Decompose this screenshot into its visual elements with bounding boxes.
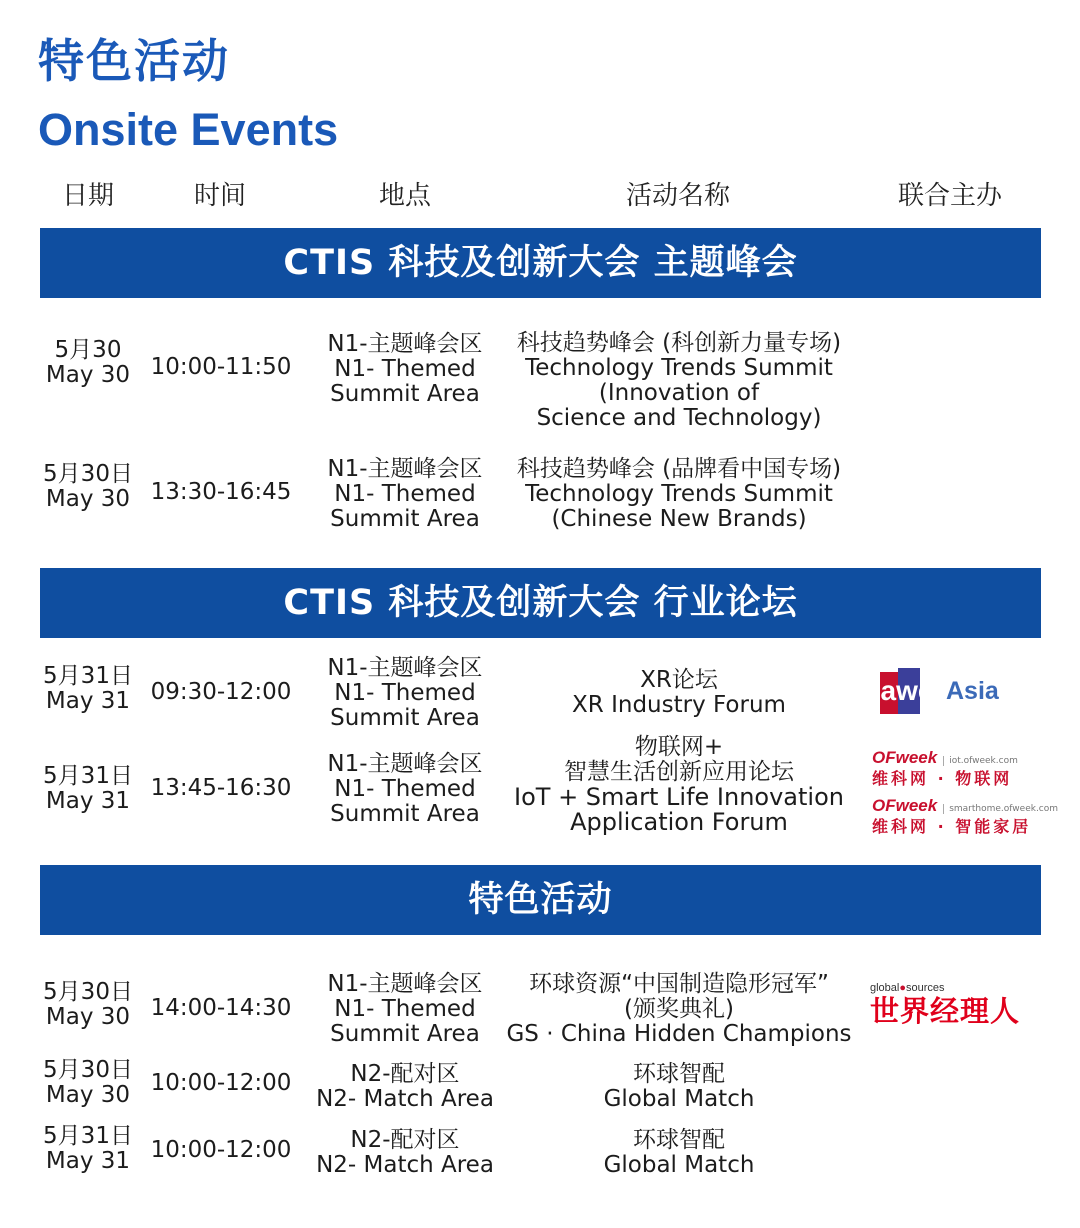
date-en: May 30	[45, 1004, 131, 1030]
awe-mark-text: awe	[880, 675, 934, 706]
ofweek-smarthome-logo	[872, 796, 1058, 838]
column-header-place: 地点	[378, 181, 431, 211]
row-time: 13:30-16:45	[150, 478, 292, 505]
event-en-2: (Chinese New Brands)	[551, 505, 807, 532]
event-en: XR Industry Forum	[572, 692, 786, 718]
column-header-cohost: 联合主办	[897, 181, 1002, 211]
section-band-forum: CTIS 科技及创新大会 行业论坛	[40, 568, 1041, 638]
place-en-1: N1- Themed	[334, 775, 476, 802]
page-title-zh: 特色活动	[38, 34, 230, 88]
row-place	[302, 750, 508, 828]
event-en-2: Application Forum	[570, 808, 788, 836]
place-en-1: N1- Themed	[334, 355, 476, 382]
gs-big-text: 世界经理人	[870, 994, 1021, 1028]
gs-word-b: sources	[906, 982, 945, 994]
column-header-time: 时间	[193, 181, 246, 211]
place-en-1: N1- Themed	[334, 480, 476, 507]
place-zh: N1-主题峰会区	[327, 455, 483, 482]
row-time: 14:00-14:30	[150, 994, 292, 1021]
place-en-2: Summit Area	[330, 704, 480, 731]
place-zh: N2-配对区	[350, 1061, 460, 1087]
ofweek-zh: 维科网 · 智能家居	[872, 817, 1032, 836]
ofweek-zh: 维科网 · 物联网	[872, 769, 1013, 788]
place-zh: N1-主题峰会区	[327, 970, 483, 997]
row-event	[500, 666, 858, 720]
row-date	[30, 978, 146, 1032]
row-time: 10:00-11:50	[150, 353, 292, 380]
event-zh: 环球智配	[633, 1127, 725, 1153]
date-en: May 31	[45, 788, 131, 814]
row-time: 10:00-12:00	[150, 1069, 292, 1096]
event-en: Global Match	[603, 1086, 755, 1112]
row-place	[302, 330, 508, 408]
column-header-event: 活动名称	[625, 181, 730, 211]
date-zh: 5月30日	[43, 979, 133, 1005]
event-en-1: Technology Trends Summit	[525, 480, 833, 507]
place-zh: N2-配对区	[350, 1127, 460, 1153]
event-en-1: IoT + Smart Life Innovation	[514, 783, 844, 811]
event-zh: 科技趋势峰会 (品牌看中国专场)	[516, 455, 842, 482]
date-zh: 5月30日	[43, 461, 133, 487]
place-en-1: N1- Themed	[334, 995, 476, 1022]
row-event	[500, 330, 858, 432]
date-zh: 5月30	[54, 337, 122, 363]
place-en: N2- Match Area	[316, 1152, 494, 1178]
place-en-1: N1- Themed	[334, 679, 476, 706]
event-zh: 环球智配	[633, 1061, 725, 1087]
place-en-2: Summit Area	[330, 1020, 480, 1047]
row-event	[500, 734, 858, 836]
row-place	[302, 970, 508, 1048]
row-time: 10:00-12:00	[150, 1136, 292, 1163]
date-en: May 31	[45, 688, 131, 714]
awe-asia-logo	[876, 668, 999, 714]
date-zh: 5月31日	[43, 763, 133, 789]
row-place	[302, 1126, 508, 1180]
place-en-2: Summit Area	[330, 800, 480, 827]
row-place	[302, 654, 508, 732]
awe-mark-icon	[876, 668, 938, 714]
date-zh: 5月30日	[43, 1057, 133, 1083]
event-zh-2: 智慧生活创新应用论坛	[564, 759, 794, 785]
event-en-1: Technology Trends Summit	[525, 355, 833, 381]
row-date	[30, 762, 146, 816]
event-zh: 科技趋势峰会 (科创新力量专场)	[516, 330, 842, 356]
place-en: N2- Match Area	[316, 1086, 494, 1112]
event-zh-2: (颁奖典礼)	[624, 995, 734, 1022]
page-title-en: Onsite Events	[38, 104, 339, 155]
date-en: May 30	[45, 486, 131, 512]
row-place	[302, 455, 508, 533]
event-en-2: (Innovation of	[598, 380, 760, 406]
event-zh-1: 物联网+	[634, 734, 724, 760]
event-zh: 环球资源“中国制造隐形冠军”	[529, 970, 829, 997]
date-en: May 30	[45, 362, 131, 388]
place-zh: N1-主题峰会区	[327, 750, 483, 777]
row-event	[500, 1060, 858, 1114]
event-en: GS · China Hidden Champions	[506, 1020, 852, 1047]
place-zh: N1-主题峰会区	[327, 654, 483, 681]
date-en: May 30	[45, 1082, 131, 1108]
event-en-3: Science and Technology)	[536, 405, 822, 431]
row-event	[500, 455, 858, 533]
ofweek-url: iot.ofweek.com	[943, 756, 1018, 766]
awe-suffix: Asia	[946, 676, 999, 705]
row-date	[30, 1056, 146, 1110]
place-zh: N1-主题峰会区	[327, 330, 483, 357]
event-zh: XR论坛	[640, 667, 718, 693]
row-date	[30, 662, 146, 716]
date-en: May 31	[45, 1148, 131, 1174]
event-en: Global Match	[603, 1152, 755, 1178]
date-zh: 5月31日	[43, 663, 133, 689]
ofweek-brand: OFweek	[872, 796, 938, 815]
place-en-2: Summit Area	[330, 380, 480, 407]
place-en-2: Summit Area	[330, 505, 480, 532]
row-event	[500, 970, 858, 1048]
ofweek-iot-logo	[872, 748, 1018, 790]
date-zh: 5月31日	[43, 1123, 133, 1149]
section-band-special: 特色活动	[40, 865, 1041, 935]
global-sources-wordmark: global●sources	[870, 982, 945, 994]
row-time: 09:30-12:00	[150, 678, 292, 705]
row-time: 13:45-16:30	[150, 774, 292, 801]
section-band-summit: CTIS 科技及创新大会 主题峰会	[40, 228, 1041, 298]
row-date	[30, 336, 146, 390]
row-event	[500, 1126, 858, 1180]
global-sources-logo	[870, 982, 1020, 1028]
ofweek-brand: OFweek	[872, 748, 938, 767]
column-header-date: 日期	[61, 181, 114, 211]
gs-word-a: global	[870, 982, 900, 994]
row-place	[302, 1060, 508, 1114]
row-date	[30, 1122, 146, 1176]
ofweek-url: smarthome.ofweek.com	[943, 804, 1058, 814]
row-date	[30, 460, 146, 514]
